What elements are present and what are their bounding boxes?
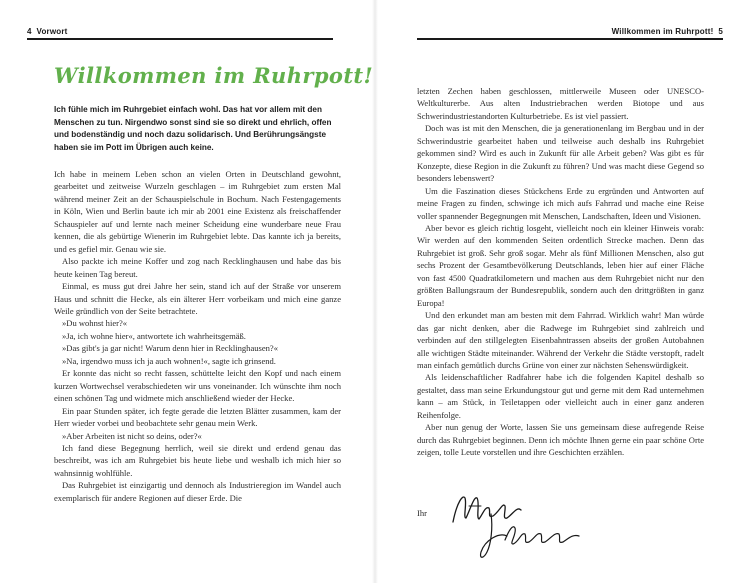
paragraph: Also packte ich meine Koffer und zog nach Recklinghausen und habe das bis heute keinen Tag bereut. — [54, 256, 341, 279]
section-name: Vorwort — [36, 27, 68, 36]
section-name: Willkommen im Ruhrpott! — [611, 27, 714, 36]
paragraph: Als leidenschaftlicher Radfahrer habe ich die folgenden Kapitel deshalb so gestaltet, dass man seine Erkundungstour gut und gerne mit dem Rad unternehmen kann – am Stück, in Teiletappen oder vielleicht auch in einer ganz anderen Reihenfolge. — [417, 372, 704, 420]
dialogue-line: »Aber Arbeiten ist nicht so deins, oder?« — [62, 430, 202, 441]
dialogue-line: »Ja, ich wohne hier«, antwortete ich wahrheitsgemäß. — [62, 330, 246, 341]
chapter-title: Willkommen im Ruhrpott! — [54, 63, 374, 88]
signature-block — [417, 488, 617, 568]
paragraph: Das Ruhrgebiet ist einzigartig und dennoch als Industrieregion im Wandel auch exemplarisch für andere Regionen auf dieser Erde. Die — [54, 480, 341, 503]
body-text-right — [417, 85, 704, 459]
paragraph: Und den erkundet man am besten mit dem Fahrrad. Wirklich wahr! Man würde das gar nicht denken, aber die Radwege im Ruhrgebiet sind zahlreich und verbinden auf den stillgelegten Eisenbahntrassen abseits der großen Autobahnen alle wichtigen Städte miteinander. Während der Verkehr die Städte verstopft, radelt man einfach gemütlich durchs Grüne von einer zur nächsten Sehenswürdigkeit. — [417, 310, 704, 370]
paragraph: Ich habe in meinem Leben schon an vielen Orten in Deutschland gewohnt, gearbeitet und zeitweise Wurzeln geschlagen – im Ruhrgebiet zum ersten Mal während meiner Zeit an der Schauspielschule in Bochum. Nach Festengagements in Köln, Wien und Berlin baute ich mir ab 2001 eine Existenz als freischaffender Schauspieler auf und lernte nach meiner Scheidung eine wunderbare neue Frau kennen, die als gebürtige Wienerin im Ruhrgebiet lebte. Das kannte ich ja bereits, und es gefiel mir. Genau wie sie. — [54, 169, 341, 254]
paragraph: letzten Zechen haben geschlossen, mittlerweile Museen oder UNESCO-Weltkulturerbe. Aus alten Industriebrachen werden Biotope und aus Schwerindustriestandorten Kulturbetriebe. Es ist viel passiert. — [417, 86, 704, 121]
paragraph: Aber bevor es gleich richtig losgeht, vielleicht noch ein kleiner Hinweis vorab: Wir werden auf den kommenden Seiten ordentlich Strecke machen. Denn das Ruhrgebiet ist groß. Sehr groß sogar. Mehr als fünf Millionen Menschen, also gut sechs Prozent der Gesamtbevölkerung Deutschlands, leben hier auf einer Fläche von fast 4500 Quadratkilometern und machen aus dem Ruhrgebiet nicht nur den größten Ballungsraum der Bundesrepublik, sondern auch den drittgrößten in ganz Europa! — [417, 222, 704, 308]
dialogue-line: »Du wohnst hier?« — [62, 318, 128, 329]
paragraph: Er konnte das nicht so recht fassen, schüttelte leicht den Kopf und nach einem kurzen Wortwechsel verabschiedeten wir uns voneinander. Ich wünschte ihm noch einen schönen Tag und widmete mich anschließend wieder der Hecke. — [54, 368, 341, 404]
running-header-left — [27, 27, 68, 36]
body-text-left — [54, 168, 341, 504]
paragraph: Aber nun genug der Worte, lassen Sie uns gemeinsam diese aufregende Reise durch das Ruhrgebiet beginnen. Denn ich möchte Ihnen gerne ein paar schöne Orte zeigen, tolle Leute vorstellen und ihre Geschichten erzählen. — [417, 422, 704, 458]
paragraph: Einmal, es muss gut drei Jahre her sein, stand ich auf der Straße vor unserem Haus und schnitt die Hecke, als ein älterer Herr vorbeikam und mich eine ganze Weile gründlich von der Seite betrachtete. — [54, 281, 341, 316]
dialogue-line: »Das gibt's ja gar nicht! Warum denn hier in Recklinghausen?« — [62, 343, 278, 354]
paragraph: Ein paar Stunden später, ich fegte gerade die letzten Blätter zusammen, kam der Herr wieder vorbei und beobachtete sehr genau mein Werk. — [54, 405, 341, 429]
dialogue-line: »Na, irgendwo muss ich ja auch wohnen!«, sagte ich grinsend. — [62, 355, 276, 366]
running-header-right — [612, 27, 723, 36]
header-rule — [27, 38, 333, 40]
page-number: 4 — [27, 27, 32, 36]
intro-paragraph: Ich fühle mich im Ruhrgebiet einfach wohl. Das hat vor allem mit den Menschen zu tun. Nirgendwo sonst sind sie so direkt und ehrlich, offen und bodenständig und noch dazu solidarisch. Und Berührungsängste haben sie im Pott im Übrigen auch keine. — [54, 105, 332, 153]
right-page — [375, 0, 750, 583]
paragraph: Ich fand diese Begegnung herrlich, weil sie direkt und erdend genau das beschreibt, was ich am Ruhrgebiet bis heute liebe und weshalb ich mich hier so wahnsinnig wohlfühle. — [54, 442, 341, 478]
header-rule — [417, 38, 723, 40]
page-number: 5 — [718, 27, 723, 36]
handwritten-signature — [447, 488, 597, 568]
paragraph: Doch was ist mit den Menschen, die ja generationenlang im Bergbau und in der Schwerindustrie gearbeitet haben und teilweise auch deshalb ins Ruhrgebiet gekommen sind? Wird es auch in Zukunft für alle Arbeit geben? Was gibt es für Konzepte, diese Region in die Zukunft zu führen? Und was macht diese Gegend so besonders lebenswert? — [417, 123, 704, 184]
paragraph: Um die Faszination dieses Stückchens Erde zu ergründen und Antworten auf meine Fragen zu finden, schwinge ich mich aufs Fahrrad und mache eine Reise voller spannender Begegnungen mit Menschen, Landschaften, Ideen und Visionen. — [417, 185, 704, 221]
closing-word: Ihr — [417, 508, 427, 518]
